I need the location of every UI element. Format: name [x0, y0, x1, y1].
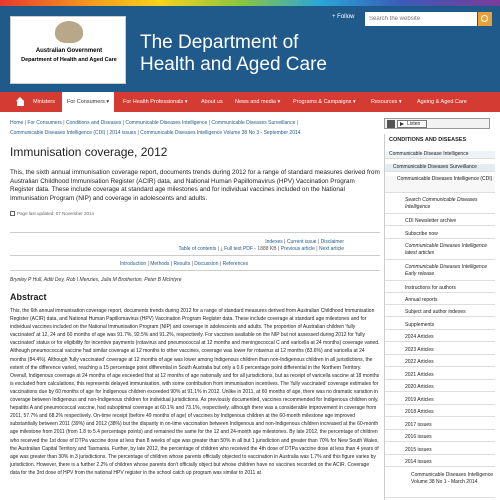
breadcrumb-cdi[interactable]: Communicable Diseases Intelligence [125, 120, 208, 126]
sidebar-item-2018[interactable]: 2018 Articles [385, 409, 495, 417]
listen-toolbar [384, 118, 490, 129]
sidebar-item-2021[interactable]: 2021 Articles [385, 372, 495, 380]
sidebar-item-cdi-journal[interactable]: Communicable Diseases Intelligence (CDI) [385, 176, 495, 193]
link-introduction[interactable]: Introduction [120, 261, 147, 267]
article-nav-links: Table of contents | ⤓ Full text PDF - 1888 KB | Previous article | Next article [178, 246, 344, 252]
sidebar-item-supplements[interactable]: Supplements [385, 322, 495, 330]
rainbow-strip [0, 0, 500, 6]
breadcrumb-2014-issues[interactable]: 2014 issues [109, 130, 137, 136]
abstract-text: This, the 6th annual immunisation coverage report, documents trends during 2012 for a range of standard measures derived from Australian Childhood Immunisation Register (ACIR) data, and National Human Papillomavirus (HPV) Vaccination Program Register data. These include coverage at standard age milestones and for individual vaccines included on the National Immunisation Program (NIP) and coverage in adolescents and adults. The proportion of Australian children 'fully vaccinated' at 12, 24 and 60 months of age was 91.7%, 92.5% and 91.2%, respectively. For vaccines available on the NIP but not assessed during 2012 for 'fully vaccinated' status or for eligibility for incentive payments (rotavirus and pneumococcal at 12 months and meningococcal C and varicella at 24 months) coverage varied. Although pneumococcal vaccine had similar coverage at 12 months to other vaccines, coverage was lower for rotavirus at 12 months (83.6%) and varicella at 24 months (84.4%). Although 'fully vaccinated' coverage at 12 months of age was lower among Indigenous children than non-Indigenous children in all jurisdictions, the extent of the difference varied, reaching a 15 percentage point differential in South Australia but only a 0.6 percentage point differential in the Northern Territory. Overall, Indigenous coverage at 24 months of age exceeded that at 12 months of age nationally and for all jurisdictions, but as receipt of varicella vaccine at 18 months is excluded from calculations, this represents delayed immunisation, with some contribution from immunisation incentives. The 'fully vaccinated' coverage estimates for vaccinations due by 60 months of age for Indigenous children exceeded 90% at 91.1% in 2012. Unlike in 2011, at 60 months of age, there was no dramatic variation in coverage between Indigenous and non-Indigenous children for individual jurisdictions. As previously documented, vaccines recommended for Indigenous children only, hepatitis A and pneumococcal vaccine, had suboptimal coverage at 60.1% and 73.1%, respectively, although there was a considerable improvement in coverage from 2011, 57.7% and 68.2% respectively. On-time receipt (before 49 months of age) of vaccines by Indigenous children at the 60-month milestone age improved substantially between 2011 (39%) and 2012 (38%) but the disparity in on-time vaccination between Indigenous and non-Indigenous children increased at the 60-month age milestone from 2011 (from 1.8 to 5.4 percentage points) and remained the same for the 12 and 24-month age milestones. By late 2012, the percentage of children who received the 1st dose of DTPa vaccine dose at less than 8 weeks of age was greater than 50% in all but 1 jurisdiction and greater than 70% for New South Wales, the Australian Capital Territory and Tasmania. Further, by late 2012, the percentage of children who received the 4th dose of DTPa vaccine dose at less than 4 years of age was greater than 30% in 3 jurisdictions. The percentage of children whose parents officially objected to vaccination in Australia was 1.7% and this figure varies by jurisdiction. However, there is a further 2.2% of children whose parents don't officially object but whose children have no vaccines recorded on the ACIR. Coverage data for the 3rd dose of HPV from the national HPV register in the school catch up program was similar to 2011 at [10, 308, 380, 476]
department-title-line1: The Department of [140, 32, 299, 53]
sidebar-item-vol38-no1[interactable]: Communicable Diseases Intelligence Volume 38 No 1 - March 2014 [385, 472, 495, 498]
last-updated-text: Page last updated: 07 November 2014 [17, 211, 95, 216]
sidebar-item-2023[interactable]: 2023 Articles [385, 347, 495, 355]
breadcrumb-line1: Home | For Consumers | Conditions and Diseases | Communicable Diseases Intelligence | Communicable Diseases Surveillance | [10, 120, 299, 126]
sidebar-item-2024[interactable]: 2024 Articles [385, 334, 495, 342]
sidebar-item-cdi[interactable]: Communicable Disease Intelligence [385, 151, 495, 159]
sidebar [384, 134, 494, 500]
authors: Brynley P Hull, Aditi Dey, Rob I Menzies, Julia M Brotherton, Peter B McIntyre [10, 277, 182, 283]
department-title[interactable] [140, 32, 370, 76]
sidebar-item-latest-articles[interactable]: Communicable Diseases Intelligence latest articles [385, 243, 495, 260]
sidebar-heading: CONDITIONS AND DISEASES [389, 137, 467, 143]
nav-health-professionals[interactable]: For Health Professionals ▾ [123, 99, 188, 105]
home-icon[interactable] [16, 97, 25, 106]
breadcrumb [10, 118, 380, 138]
divider [10, 232, 380, 233]
abstract-heading: Abstract [10, 292, 47, 302]
sidebar-item-2015[interactable]: 2015 issues [385, 447, 495, 455]
sidebar-item-early-release[interactable]: Communicable Diseases Intelligence Early release [385, 264, 495, 281]
divider [10, 270, 380, 271]
government-logo[interactable] [10, 16, 126, 84]
breadcrumb-cdi-journal[interactable]: Communicable Diseases Intelligence (CDI) [10, 130, 106, 136]
logo-government-text: Australian Government [35, 48, 103, 54]
link-results[interactable]: Results [173, 261, 191, 267]
sidebar-item-instructions[interactable]: Instructions for authors [385, 285, 495, 293]
breadcrumb-home[interactable]: Home [10, 120, 24, 126]
sidebar-item-subscribe[interactable]: Subscribe now [385, 231, 495, 239]
main-navigation [0, 92, 500, 112]
link-next-article[interactable]: Next article [318, 246, 344, 252]
sidebar-item-surveillance[interactable]: Communicable Diseases Surveillance [385, 164, 495, 172]
calendar-icon [10, 211, 15, 216]
link-table-of-contents[interactable]: Table of contents [178, 246, 217, 252]
nav-ageing-aged-care[interactable]: Ageing & Aged Care [417, 99, 467, 105]
listen-button[interactable] [397, 120, 427, 128]
nav-news-media[interactable]: News and media ▾ [235, 99, 281, 105]
link-discussion[interactable]: Discussion [194, 261, 219, 267]
menu-icon[interactable] [387, 120, 395, 128]
breadcrumb-line2: Communicable Diseases Intelligence (CDI) | 2014 issues | Communicable Diseases Intelligence Volume 38 No 3 - September 2014 [10, 130, 301, 136]
link-references[interactable]: References [222, 261, 249, 267]
search-input[interactable] [365, 12, 477, 26]
lead-paragraph: This, the sixth annual immunisation coverage report, documents trends during 2012 for a range of standard measures derived from Australian Childhood Immunisation Register (ACIR) data, and National Human Papillomavirus (HPV) Vaccination Program Register data. These include coverage at standard age milestones and for individual vaccines included on the National Immunisation Program (NIP) and coverage in adolescents and adults. [10, 169, 380, 202]
sidebar-item-2016[interactable]: 2016 issues [385, 434, 495, 442]
nav-ministers[interactable]: Ministers [33, 99, 56, 105]
sidebar-item-2017[interactable]: 2017 issues [385, 422, 495, 430]
section-links: Introduction | Methods | Results | Discussion | References [120, 261, 249, 267]
sidebar-item-newsletter-archive[interactable]: CDI Newsletter archive [385, 218, 495, 226]
department-title-line2: Health and Aged Care [140, 54, 327, 75]
nav-about-us[interactable]: About us [201, 99, 223, 105]
page-title: Immunisation coverage, 2012 [10, 145, 168, 159]
sidebar-item-search-cdi[interactable]: Search Communicable Diseases Intelligence [385, 197, 495, 214]
link-previous-article[interactable]: Previous article [280, 246, 315, 252]
follow-button[interactable]: + Follow [332, 14, 355, 20]
crest-icon [55, 21, 83, 43]
nav-resources[interactable]: Resources ▾ [371, 99, 402, 105]
pdf-size: - 1888 KB [254, 246, 277, 252]
listen-label: Listen [407, 121, 421, 127]
sidebar-item-indexes[interactable]: Subject and author indexes [385, 309, 495, 317]
link-methods[interactable]: Methods [150, 261, 170, 267]
sidebar-item-2019[interactable]: 2019 Articles [385, 397, 495, 405]
link-disclaimer[interactable]: Disclaimer [320, 239, 344, 245]
divider [10, 255, 380, 256]
sidebar-item-2020[interactable]: 2020 Articles [385, 384, 495, 392]
index-links: Indexes | Current issue | Disclaimer [265, 239, 344, 245]
nav-for-consumers[interactable]: For Consumers ▾ [62, 92, 114, 112]
sidebar-item-annual-reports[interactable]: Annual reports [385, 297, 495, 305]
breadcrumb-volume-38[interactable]: Communicable Diseases Intelligence Volume 38 No 3 - September 2014 [140, 130, 301, 136]
sidebar-item-2014[interactable]: 2014 issues [385, 459, 495, 467]
link-indexes[interactable]: Indexes [265, 239, 283, 245]
logo-department-text: Department of Health and Aged Care [21, 57, 117, 63]
link-full-text-pdf[interactable]: Full text PDF [224, 246, 253, 252]
search-button[interactable] [478, 12, 492, 26]
last-updated [10, 211, 94, 216]
sidebar-item-2022[interactable]: 2022 Articles [385, 359, 495, 367]
pdf-icon: ⤓ [220, 246, 223, 252]
nav-programs-campaigns[interactable]: Programs & Campaigns ▾ [293, 99, 356, 105]
link-current-issue[interactable]: Current issue [286, 239, 317, 245]
breadcrumb-for-consumers[interactable]: For Consumers [27, 120, 62, 126]
breadcrumb-conditions[interactable]: Conditions and Diseases [65, 120, 122, 126]
breadcrumb-surveillance[interactable]: Communicable Diseases Surveillance [211, 120, 296, 126]
site-header [0, 0, 500, 92]
